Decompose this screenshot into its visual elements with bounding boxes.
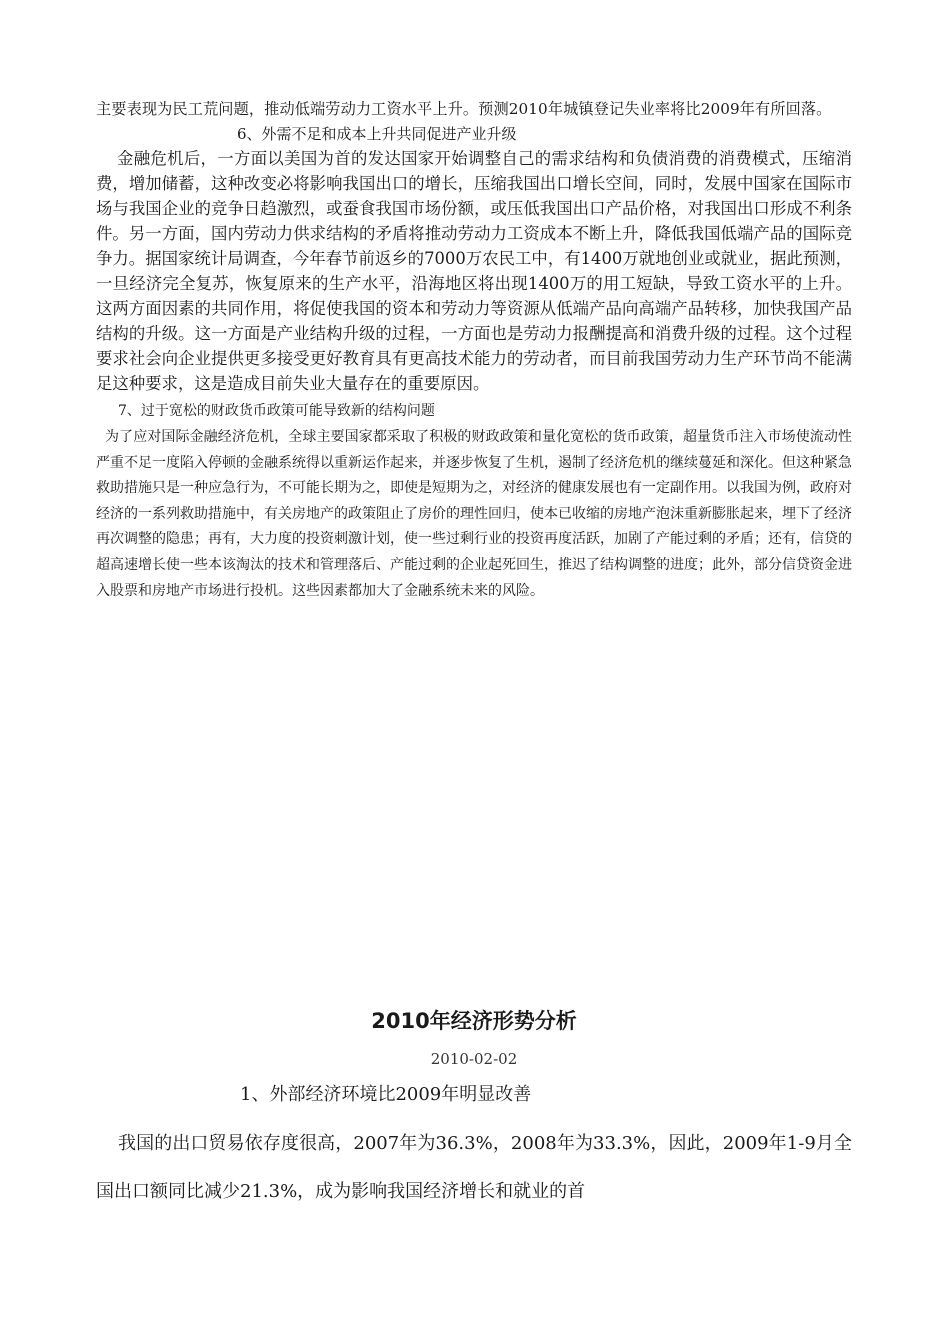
section-paragraph-7: 为了应对国际金融经济危机，全球主要国家都采取了积极的财政政策和量化宽松的货币政策，超量货币注入市场使流动性严重不足一度陷入停顿的金融系统得以重新运作起来，并逐步恢复了生机，遏制了经济危机的继续蔓延和深化。但这种紧急救助措施只是一种应急行为，不可能长期为之，即使是短期为之，对经济的健康发展也有一定副作用。以我国为例，政府对经济的一系列救助措施中，有关房地产的政策阻止了房价的理性回归，使本已收缩的房地产泡沫重新膨胀起来，埋下了经济再次调整的隐患；再有，大力度的投资刺激计划，使一些过剩行业的投资再度活跃，加剧了产能过剩的矛盾；还有，信贷的超高速增长使一些本该淘汰的技术和管理落后、产能过剩的企业起死回生，推迟了结构调整的进度；此外，部分信贷资金进入股票和房地产市场进行投机。这些因素都加大了金融系统未来的风险。 (96, 429, 852, 599)
article-heading-1: 1、外部经济环境比2009年明显改善 (240, 1084, 532, 1105)
section-paragraph-6: 金融危机后，一方面以美国为首的发达国家开始调整自己的需求结构和负债消费的消费模式，压缩消费，增加储蓄，这种改变必将影响我国出口的增长，压缩我国出口增长空间，同时，发展中国家在国际市场与我国企业的竞争日趋激烈，或蚕食我国市场份额，或压低我国出口产品价格，对我国出口形成不利条件。另一方面，国内劳动力供求结构的矛盾将推动劳动力工资成本不断上升，降低我国低端产品的国际竞争力。据国家统计局调查，今年春节前返乡的7000万农民工中，有1400万就地创业或就业，据此预测，一旦经济完全复苏，恢复原来的生产水平，沿海地区将出现1400万的用工短缺，导致工资水平的上升。这两方面因素的共同作用，将促使我国的资本和劳动力等资源从低端产品向高端产品转移，加快我国产品结构的升级。这一方面是产业结构升级的过程，一方面也是劳动力报酬提高和消费升级的过程。这个过程要求社会向企业提供更多接受更好教育具有更高技术能力的劳动者，而目前我国劳动力生产环节尚不能满足这种要求，这是造成目前失业大量存在的重要原因。 (96, 149, 852, 393)
article-date: 2010-02-02 (430, 1050, 518, 1068)
article-title: 2010年经济形势分析 (371, 1009, 577, 1033)
section-heading-6: 6、外需不足和成本上升共同促进产业升级 (237, 125, 517, 143)
intro-paragraph: 主要表现为民工荒问题，推动低端劳动力工资水平上升。预测2010年城镇登记失业率将比2009年有所回落。 (96, 100, 832, 118)
article-block (96, 1006, 852, 1216)
section-heading-7: 7、过于宽松的财政货币政策可能导致新的结构问题 (118, 403, 435, 419)
article-paragraph-1: 我国的出口贸易依存度很高，2007年为36.3%，2008年为33.3%，因此，2009年1-9月全国出口额同比减少21.3%，成为影响我国经济增长和就业的首 (96, 1133, 852, 1202)
document-page-top (96, 98, 852, 604)
